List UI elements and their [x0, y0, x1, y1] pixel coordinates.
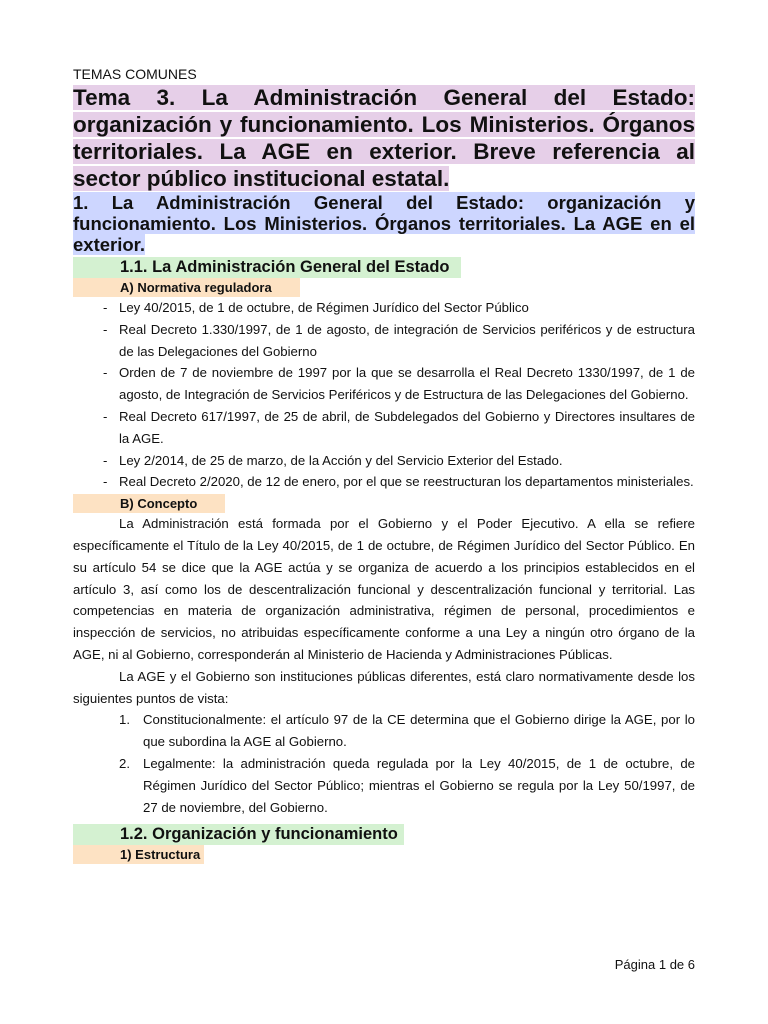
list-item: 1. Constitucionalmente: el artículo 97 de la CE determina que el Gobierno dirige la AGE, por lo que subordina la AGE al Gobierno. [119, 712, 695, 750]
topic-title-text: Tema 3. La Administración General del Estado: organización y funcionamiento. Los Ministerios. Órganos territoriales. La AGE en exterior. Breve referencia al sector público institucional estatal. [73, 85, 695, 191]
subsection-b-heading: B) Concepto [73, 494, 225, 513]
section-1-2-heading: 1.2. Organización y funcionamiento [73, 824, 404, 845]
section-1-heading [73, 192, 695, 255]
list-item: - Real Decreto 1.330/1997, de 1 de agosto, de integración de Servicios periféricos y de estructura de las Delegaciones del Gobierno [103, 321, 695, 359]
concept-paragraph-1: La Administración está formada por el Gobierno y el Poder Ejecutivo. A ella se refiere específicamente el Título de la Ley 40/2015, de 1 de octubre, de Régimen Jurídico del Sector Público. En su artículo 54 se dice que la AGE actúa y se organiza de acuerdo a los principios establecidos en el artículo 3, así como los de descentralización funcional y descentralización funcional y territorial. Las competencias en materia de organización administrativa, régimen de personal, procedimientos e inspección de servicios, no atribuidas específicamente conforme a una Ley a ningún otro órgano de la AGE, ni al Gobierno, corresponderán al Ministerio de Hacienda y Administraciones Públicas. [73, 516, 695, 662]
regulations-list [73, 297, 695, 493]
subsection-a-heading: A) Normativa reguladora [73, 278, 300, 297]
list-item: - Orden de 7 de noviembre de 1997 por la que se desarrolla el Real Decreto 1330/1997, de 1 de agosto, de Integración de Servicios Periféricos y de Estructura de las Delegaciones del Gobierno. [103, 365, 695, 403]
distinction-points-list [73, 709, 695, 818]
section-1-heading-text: 1. La Administración General del Estado: organización y funcionamiento. Los Ministerios. Órganos territoriales. La AGE en el exterior. [73, 192, 695, 255]
section-1-1-heading: 1.1. La Administración General del Estado [73, 257, 461, 278]
list-item: - Ley 40/2015, de 1 de octubre, de Régimen Jurídico del Sector Público [103, 300, 529, 315]
list-item: - Real Decreto 2/2020, de 12 de enero, por el que se reestructuran los departamentos ministeriales. [103, 474, 694, 490]
topic-title [73, 84, 695, 192]
concept-paragraph-2: La AGE y el Gobierno son instituciones públicas diferentes, está claro normativamente desde los siguientes puntos de vista: [73, 668, 695, 706]
list-item: 2. Legalmente: la administración queda regulada por la Ley 40/2015, de 1 de octubre, de Régimen Jurídico del Sector Público; mientras el Gobierno se regula por la Ley 50/1997, de 27 de noviembre, del Gobierno. [119, 755, 695, 815]
list-item: - Ley 2/2014, de 25 de marzo, de la Acción y del Servicio Exterior del Estado. [103, 452, 563, 468]
document-kicker: TEMAS COMUNES [73, 66, 197, 82]
document-page [73, 64, 695, 864]
subsection-1-heading: 1) Estructura [73, 845, 204, 864]
list-item: - Real Decreto 617/1997, de 25 de abril, de Subdelegados del Gobierno y Directores insultares de la AGE. [103, 408, 695, 446]
page-number: Página 1 de 6 [614, 957, 695, 972]
